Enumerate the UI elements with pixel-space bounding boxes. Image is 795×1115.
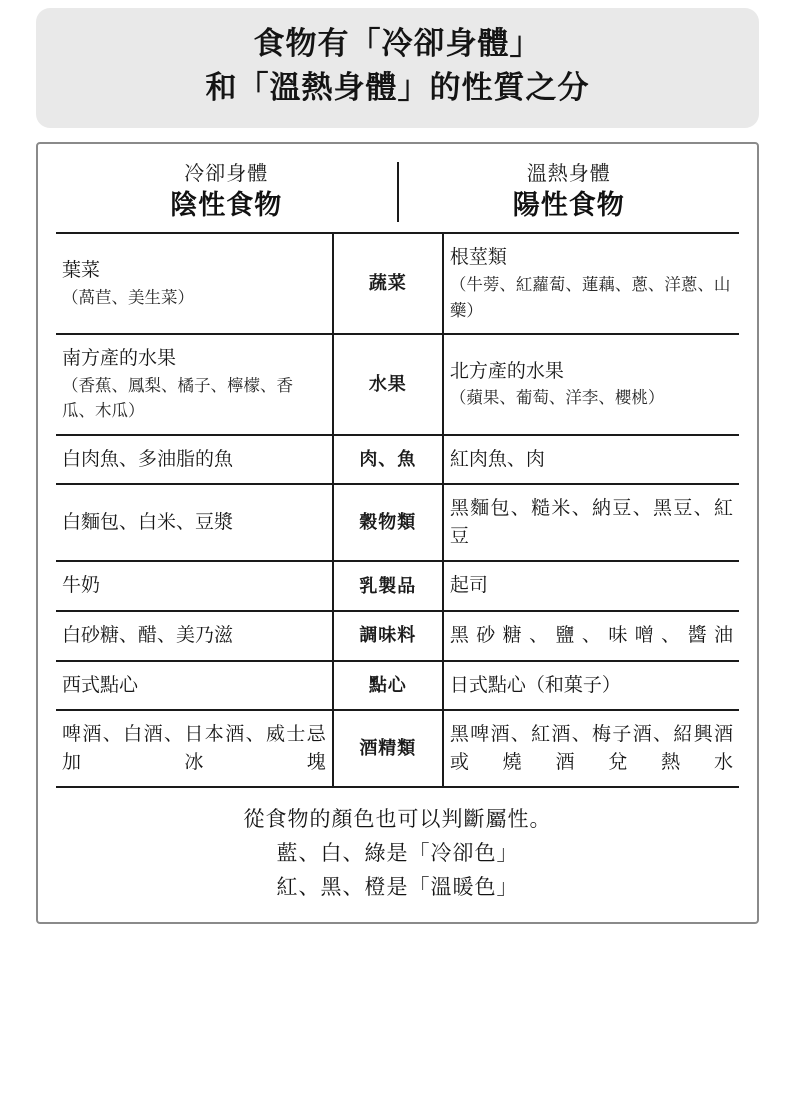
table-row: [56, 661, 739, 711]
cell-yang: [443, 561, 739, 611]
cell-yin: [56, 435, 333, 485]
cell-yang: [443, 611, 739, 661]
cell-yang-main: 黑啤酒、紅酒、梅子酒、紹興酒或燒酒兌熱水: [449, 723, 733, 773]
cell-yin: [56, 484, 333, 561]
cell-yin-main: 西式點心: [62, 673, 139, 696]
table-header: [56, 158, 739, 232]
comparison-card: [36, 142, 759, 924]
cell-category: 調味料: [333, 611, 443, 661]
cell-yin: [56, 710, 333, 786]
table-row: [56, 484, 739, 561]
footnote-line-1: 從食物的顏色也可以判斷屬性。: [243, 807, 552, 832]
cell-category: 穀物類: [333, 484, 443, 561]
cell-yang: [443, 334, 739, 435]
cell-yang-main: 北方產的水果: [449, 359, 564, 382]
footnote: [56, 788, 739, 912]
cell-category: 肉、魚: [333, 435, 443, 485]
cell-yin: [56, 611, 333, 661]
title-line-1: 食物有「冷卻身體」: [253, 26, 542, 62]
header-column-yang: [399, 158, 740, 224]
cell-yin-main: 南方產的水果: [62, 347, 177, 370]
cell-yang-main: 黑砂糖、鹽、味噌、醬油: [449, 624, 733, 646]
cell-yin-sub: （萵苣、美生菜）: [62, 287, 194, 307]
header-yin-title: 陰性食物: [170, 190, 283, 222]
table-row: [56, 710, 739, 786]
cell-yang: [443, 233, 739, 334]
cell-yang-sub: （蘋果、葡萄、洋李、櫻桃）: [449, 388, 665, 408]
table-row: [56, 561, 739, 611]
cell-yang-main: 紅肉魚、肉: [449, 447, 545, 470]
footnote-line-3: 紅、黑、橙是「溫暖色」: [276, 875, 519, 900]
footnote-line-2: 藍、白、綠是「冷卻色」: [276, 841, 519, 866]
cell-yin: [56, 233, 333, 334]
table-row: [56, 611, 739, 661]
cell-yin: [56, 561, 333, 611]
comparison-table: [56, 232, 739, 786]
cell-category: 水果: [333, 334, 443, 435]
title-line-2: 和「溫熱身體」的性質之分: [205, 70, 590, 107]
header-column-yin: [56, 158, 397, 224]
cell-yang: [443, 710, 739, 786]
header-yin-subtitle: 冷卻身體: [184, 161, 269, 186]
cell-yin-main: 白肉魚、多油脂的魚: [62, 447, 234, 470]
header-yang-title: 陽性食物: [512, 190, 625, 222]
cell-category: 酒精類: [333, 710, 443, 786]
cell-yin-sub: （香蕉、鳳梨、橘子、檸檬、香瓜、木瓜）: [62, 375, 293, 421]
table-row: [56, 435, 739, 485]
cell-yang-sub: （牛蒡、紅蘿蔔、蓮藕、蔥、洋蔥、山藥）: [449, 275, 731, 320]
cell-category: 乳製品: [333, 561, 443, 611]
title-banner: [36, 8, 759, 128]
cell-yang: [443, 484, 739, 561]
infographic-page: [0, 8, 795, 1115]
cell-yang-main: 根莖類: [449, 246, 507, 269]
cell-yin-main: 白麵包、白米、豆漿: [62, 511, 234, 534]
cell-yin-main: 啤酒、白酒、日本酒、威士忌加冰塊: [62, 723, 326, 773]
cell-yang-main: 黑麵包、糙米、納豆、黑豆、紅豆: [449, 497, 733, 547]
cell-yang: [443, 661, 739, 711]
cell-yang-main: 起司: [449, 574, 488, 597]
cell-yin: [56, 661, 333, 711]
cell-category: 蔬菜: [333, 233, 443, 334]
cell-yin-main: 牛奶: [62, 574, 101, 597]
header-yang-subtitle: 溫熱身體: [526, 161, 611, 186]
table-row: [56, 233, 739, 334]
cell-yin: [56, 334, 333, 435]
cell-yang: [443, 435, 739, 485]
cell-yin-main: 白砂糖、醋、美乃滋: [62, 624, 234, 646]
table-row: [56, 334, 739, 435]
cell-yang-main: 日式點心（和菓子）: [449, 673, 621, 696]
cell-category: 點心: [333, 661, 443, 711]
cell-yin-main: 葉菜: [62, 259, 101, 282]
